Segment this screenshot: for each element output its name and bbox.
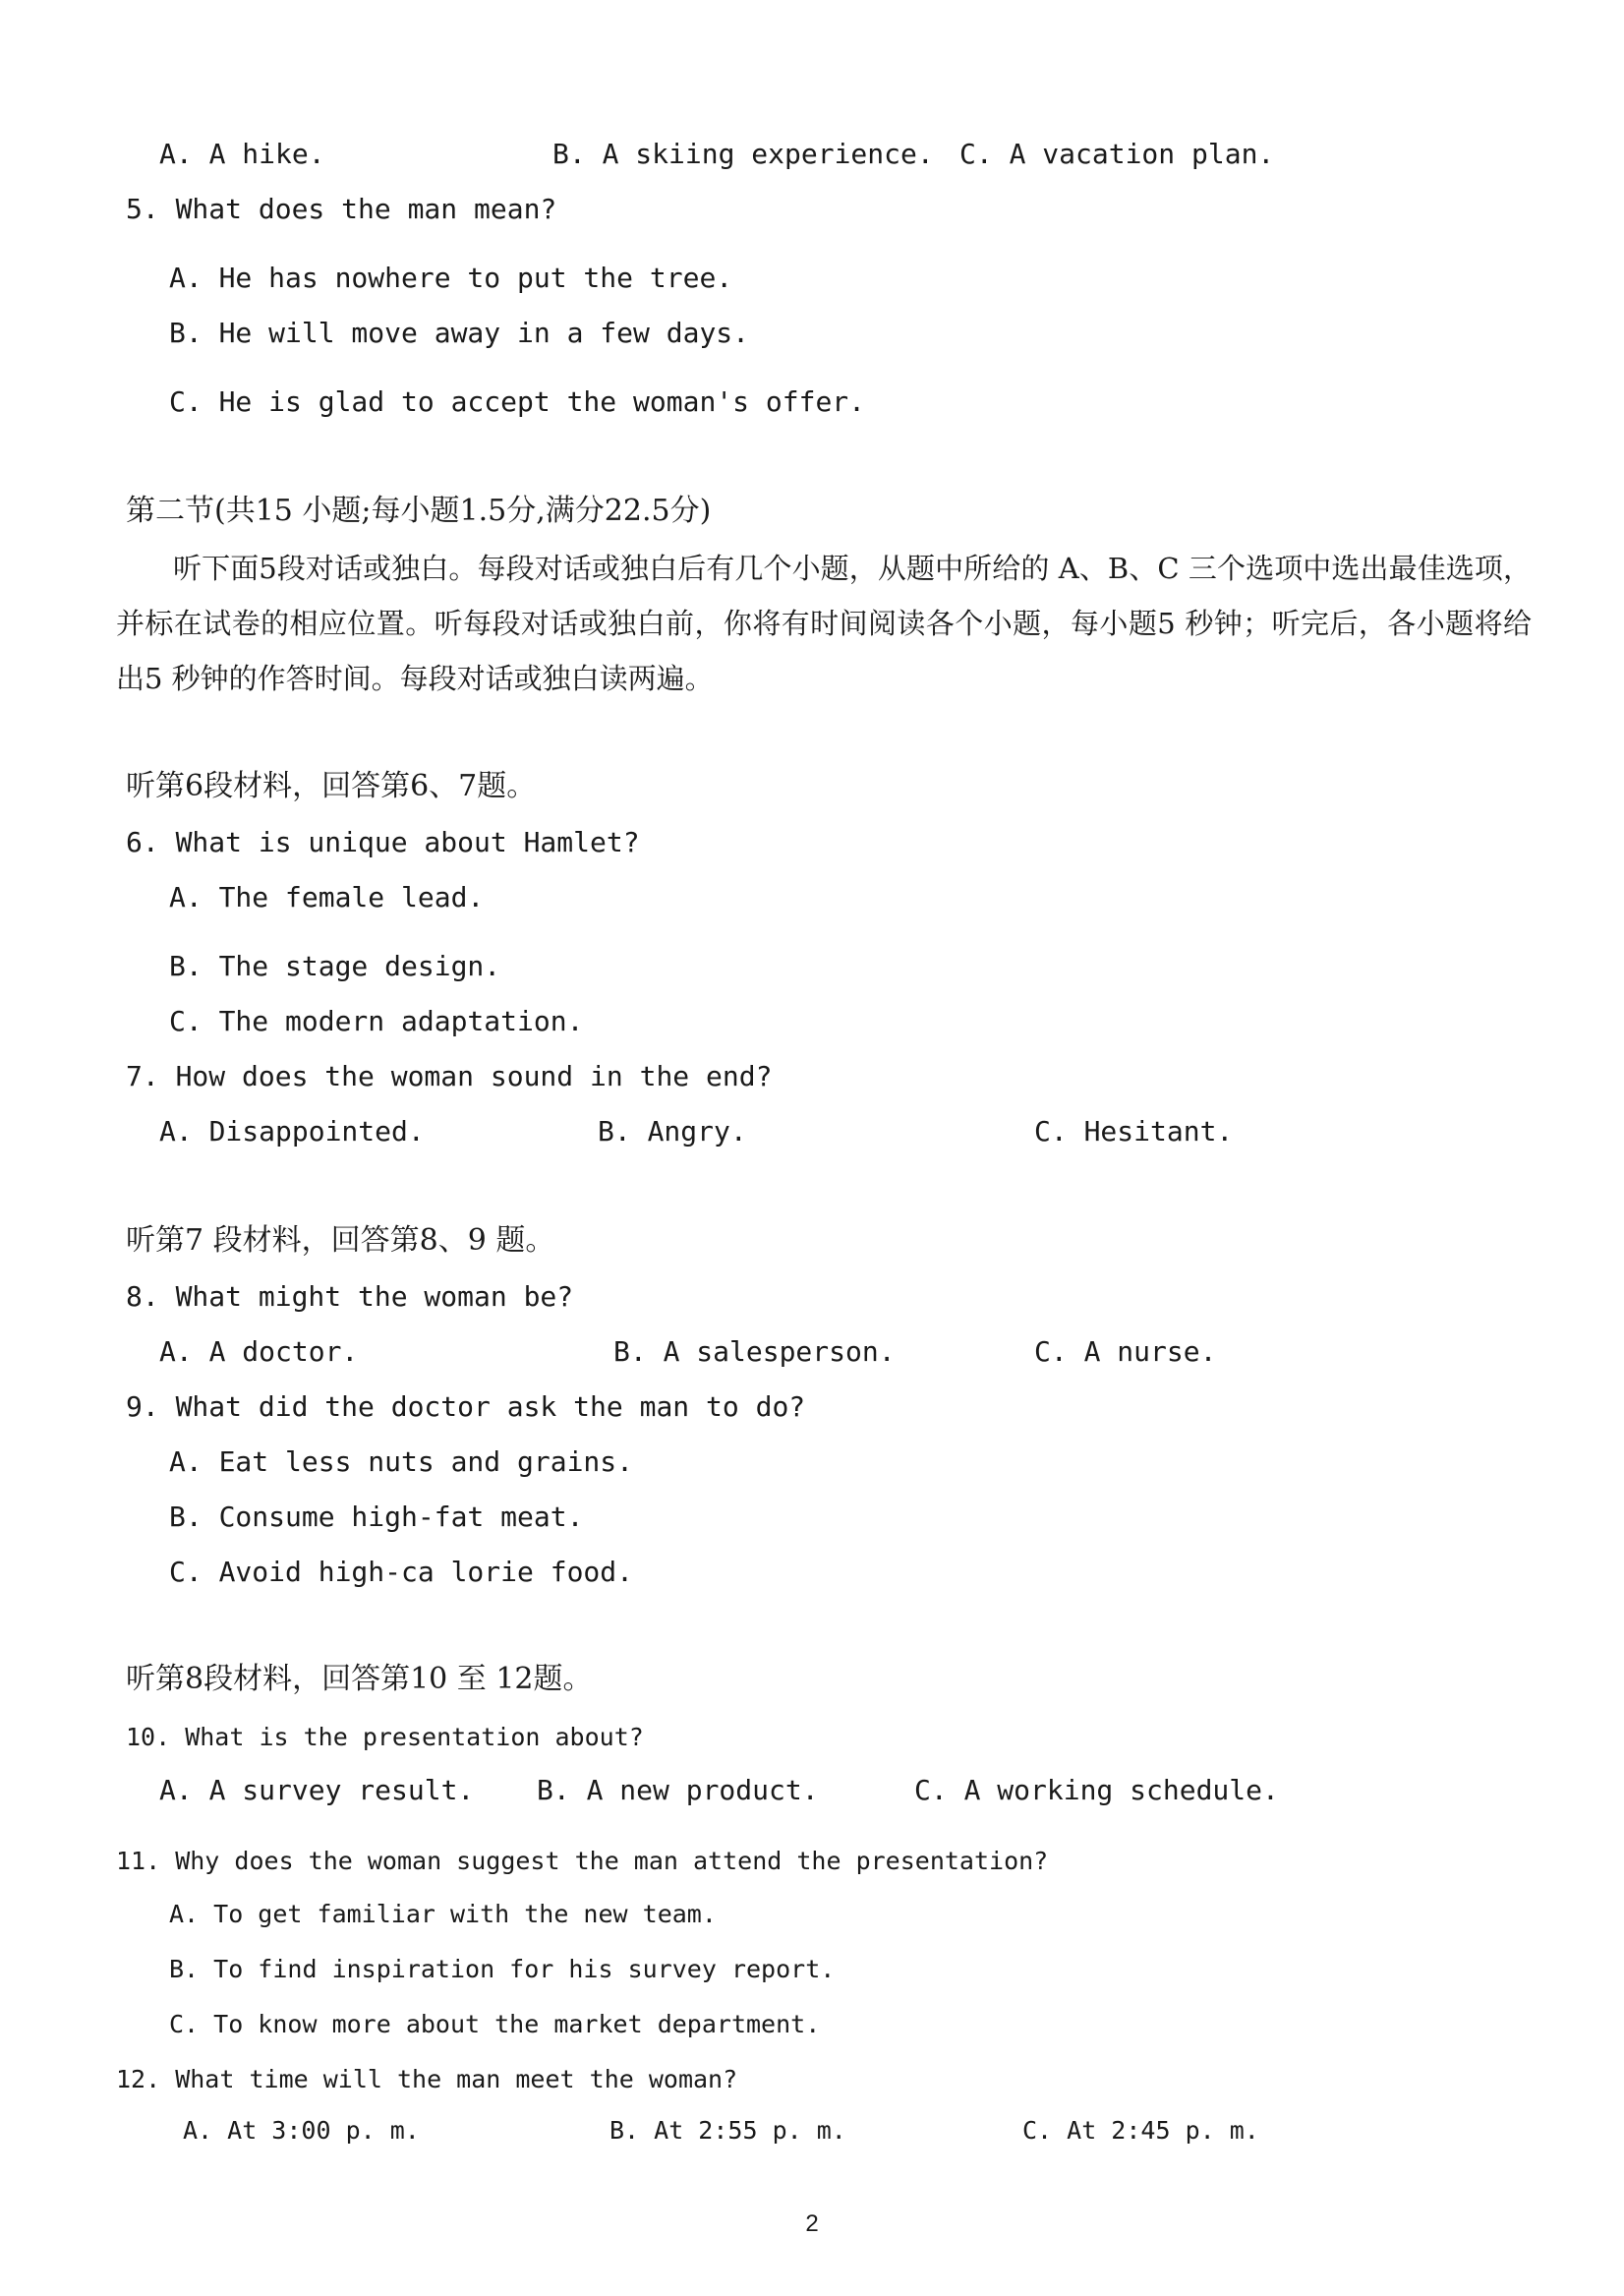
q10-option-c: C. A working schedule. [914, 1774, 1279, 1806]
q12-question: 12. What time will the man meet the woman? [116, 2065, 738, 2093]
q7-question: 7. How does the woman sound in the end? [126, 1060, 773, 1092]
q7-option-c: C. Hesitant. [1034, 1115, 1234, 1148]
q5-question: 5. What does the man mean? [126, 193, 557, 225]
q12-option-c: C. At 2:45 p. m. [1022, 2116, 1259, 2145]
q6-question: 6. What is unique about Hamlet? [126, 826, 640, 858]
q12-option-b: B. At 2:55 p. m. [609, 2116, 846, 2145]
q9-option-a: A. Eat less nuts and grains. [169, 1445, 634, 1478]
q7-option-b: B. Angry. [598, 1115, 747, 1148]
group-header-6: 听第6段材料，回答第6、7题。 [126, 769, 537, 803]
section-instructions: 听下面5段对话或独白。每段对话或独白后有几个小题，从题中所给的 A、B、C 三个选项中选出最佳选项，并标在试卷的相应位置。听每段对话或独白前，你将有时间阅读各个小题，每小题5 秒钟；听完后，各小题将给出5 秒钟的作答时间。每段对话或独白读两遍。 [116, 552, 1532, 695]
q6-option-a: A. The female lead. [169, 881, 485, 913]
q10-option-b: B. A new product. [537, 1774, 819, 1806]
q5-option-a: A. He has nowhere to put the tree. [169, 262, 733, 294]
q11-option-a: A. To get familiar with the new team. [169, 1900, 717, 1928]
q9-option-c: C. Avoid high-ca lorie food. [169, 1556, 634, 1588]
q8-option-b: B. A salesperson. [613, 1335, 896, 1368]
page-number: 2 [805, 2210, 819, 2237]
q11-option-c: C. To know more about the market department. [169, 2010, 821, 2038]
q8-question: 8. What might the woman be? [126, 1280, 574, 1313]
q4-option-c: C. A vacation plan. [959, 138, 1275, 170]
group-header-8: 听第8段材料，回答第10 至 12题。 [126, 1662, 593, 1696]
q10-option-a: A. A survey result. [159, 1774, 475, 1806]
q11-option-b: B. To find inspiration for his survey report. [169, 1955, 836, 1983]
q10-question: 10. What is the presentation about? [126, 1723, 644, 1751]
q4-option-a: A. A hike. [159, 138, 325, 170]
section-heading: 第二节(共15 小题;每小题1.5分,满分22.5分) [126, 494, 712, 528]
q6-option-c: C. The modern adaptation. [169, 1005, 584, 1037]
q5-option-c: C. He is glad to accept the woman's offer. [169, 385, 866, 418]
q9-question: 9. What did the doctor ask the man to do? [126, 1390, 806, 1423]
q11-question: 11. Why does the woman suggest the man attend the presentation? [116, 1847, 1049, 1875]
q12-option-a: A. At 3:00 p. m. [183, 2116, 420, 2145]
q4-option-b: B. A skiing experience. [552, 138, 934, 170]
q5-option-b: B. He will move away in a few days. [169, 317, 750, 349]
q6-option-b: B. The stage design. [169, 950, 501, 982]
q8-option-c: C. A nurse. [1034, 1335, 1217, 1368]
q8-option-a: A. A doctor. [159, 1335, 359, 1368]
q9-option-b: B. Consume high-fat meat. [169, 1501, 584, 1533]
group-header-7: 听第7 段材料，回答第8、9 题。 [126, 1223, 555, 1258]
q7-option-a: A. Disappointed. [159, 1115, 425, 1148]
